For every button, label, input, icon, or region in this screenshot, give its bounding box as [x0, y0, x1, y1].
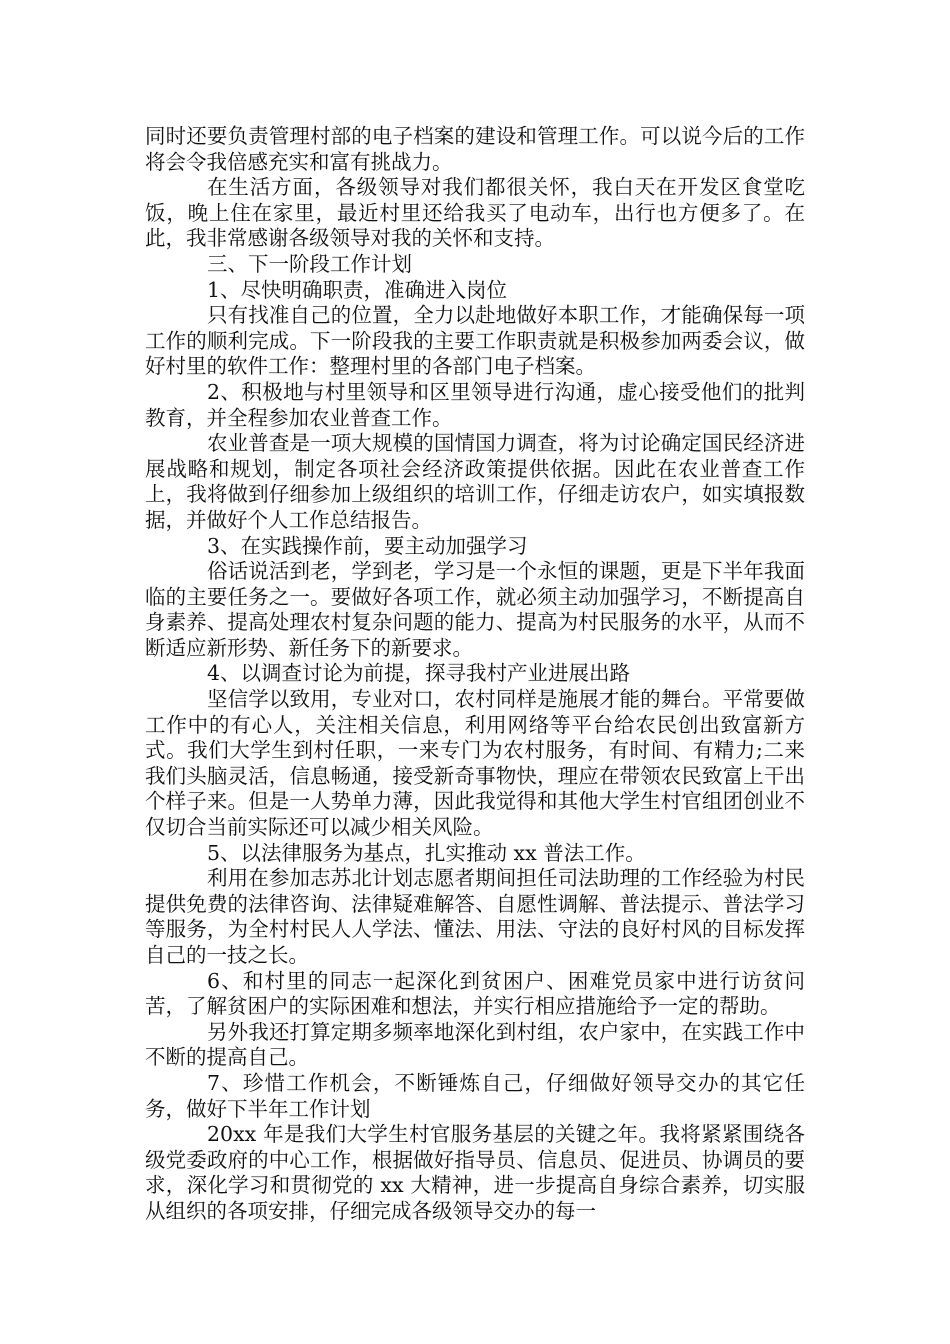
paragraph: 坚信学以致用，专业对口，农村同样是施展才能的舞台。平常要做工作中的有心人，关注相关信息，利用网络等平台给农民创出致富新方式。我们大学生到村任职，一来专门为农村服务，有时间、有精力;二来我们头脑灵活，信息畅通，接受新奇事物快，理应在带领农民致富上干出个样子来。但是一人势单力薄，因此我觉得和其他大学生村官组团创业不仅切合当前实际还可以减少相关风险。: [145, 687, 805, 840]
paragraph: 另外我还打算定期多频率地深化到村组，农户家中，在实践工作中不断的提高自己。: [145, 1019, 805, 1070]
paragraph: 农业普查是一项大规模的国情国力调查，将为讨论确定国民经济进展战略和规划，制定各项社会经济政策提供依据。因此在农业普查工作上，我将做到仔细参加上级组织的培训工作，仔细走访农户，如实填报数据，并做好个人工作总结报告。: [145, 431, 805, 532]
plan-item-heading: 2、积极地与村里领导和区里领导进行沟通，虚心接受他们的批判教育，并全程参加农业普查工作。: [145, 379, 805, 430]
document-page: [145, 124, 805, 1225]
plan-item-heading: 6、和村里的同志一起深化到贫困户、困难党员家中进行访贫问苦，了解贫困户的实际困难和想法，并实行相应措施给予一定的帮助。: [145, 968, 805, 1019]
plan-item-heading: 1、尽快明确职责，准确进入岗位: [207, 277, 508, 302]
plan-item-heading: 3、在实践操作前，要主动加强学习: [207, 533, 528, 558]
section-heading: 三、下一阶段工作计划: [207, 251, 412, 276]
paragraph: 20xx 年是我们大学生村官服务基层的关键之年。我将紧紧围绕各级党委政府的中心工作，根据做好指导员、信息员、促进员、协调员的要求，深化学习和贯彻党的 xx 大精神，进一步提高自身综合素养，切实服从组织的各项安排，仔细完成各级领导交办的每一: [145, 1122, 805, 1223]
paragraph: 俗话说活到老，学到老，学习是一个永恒的课题，更是下半年我面临的主要任务之一。要做好各项工作，就必须主动加强学习，不断提高自身素养、提高处理农村复杂问题的能力、提高为村民服务的水平，从而不断适应新形势、新任务下的新要求。: [145, 559, 805, 660]
plan-item-heading: 7、珍惜工作机会，不断锤炼自己，仔细做好领导交办的其它任务，做好下半年工作计划: [145, 1070, 805, 1121]
plan-item-heading: 5、以法律服务为基点，扎实推动 xx 普法工作。: [207, 840, 646, 865]
paragraph: 利用在参加志苏北计划志愿者期间担任司法助理的工作经验为村民提供免费的法律咨询、法律疑难解答、自愿性调解、普法提示、普法学习等服务，为全村村民人人学法、懂法、用法、守法的良好村风的目标发挥自己的一技之长。: [145, 866, 805, 967]
paragraph: 在生活方面，各级领导对我们都很关怀，我白天在开发区食堂吃饭，晚上住在家里，最近村里还给我买了电动车，出行也方便多了。在此，我非常感谢各级领导对我的关怀和支持。: [145, 175, 805, 251]
paragraph: 同时还要负责管理村部的电子档案的建设和管理工作。可以说今后的工作将会令我倍感充实和富有挑战力。: [145, 124, 805, 174]
plan-item-heading: 4、以调查讨论为前提，探寻我村产业进展出路: [207, 661, 631, 686]
paragraph: 只有找准自己的位置，全力以赴地做好本职工作，才能确保每一项工作的顺利完成。下一阶段我的主要工作职责就是积极参加两委会议，做好村里的软件工作：整理村里的各部门电子档案。: [145, 303, 805, 379]
